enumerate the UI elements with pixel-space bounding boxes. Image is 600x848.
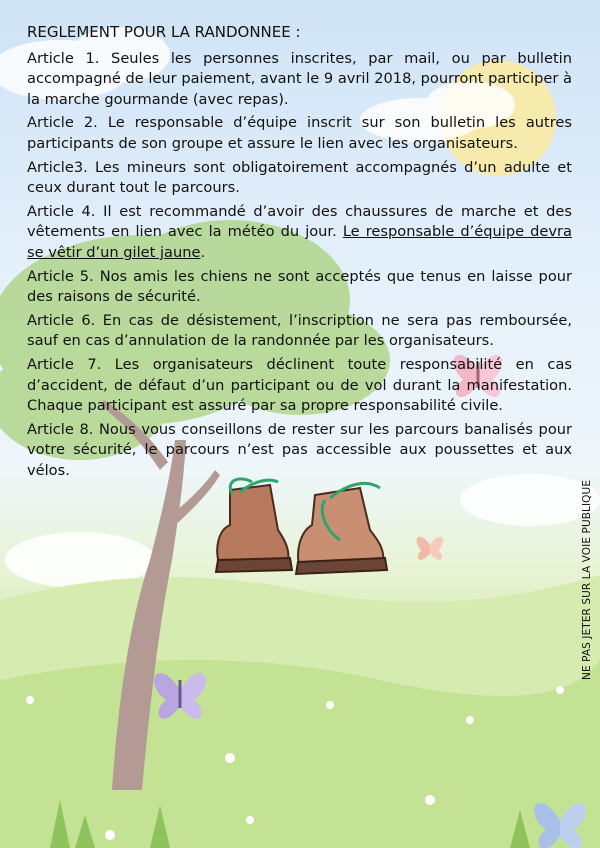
- article-5: Article 5. Nos amis les chiens ne sont acceptés que tenus en laisse pour des raisons de sécurité.: [27, 267, 572, 306]
- article-4: [27, 202, 572, 264]
- article-4-end: .: [200, 243, 206, 261]
- boot-icon: [216, 479, 292, 572]
- article-4-underlined: Le responsable d’équipe devra se vêtir d’un gilet jaune: [27, 223, 572, 261]
- side-note: NE PAS JETER SUR LA VOIE PUBLIQUE: [581, 479, 593, 680]
- article-4-text: Article 4. Il est recommandé d’avoir des chaussures de marche et des vêtements en lien avec la météo du jour.: [27, 202, 572, 241]
- article-2: Article 2. Le responsable d’équipe inscrit sur son bulletin les autres participants de son groupe et assure le lien avec les organisateurs.: [27, 114, 572, 152]
- butterfly-icon: [417, 537, 444, 560]
- page-title: REGLEMENT POUR LA RANDONNEE :: [27, 23, 301, 41]
- article-1: Article 1. Seules les personnes inscrites, par mail, ou par bulletin accompagné de leur paiement, avant le 9 avril 2018, pourront participer à la marche gourmande (avec repas).: [27, 49, 572, 108]
- hiking-boots-illustration: [200, 470, 390, 580]
- boot-icon: [296, 483, 387, 574]
- rules-document: [27, 22, 572, 484]
- article-7: Article 7. Les organisateurs déclinent toute responsabilité en cas d’accident, de défaut d’un participant ou de vol durant la manifestation. Chaque participant est assuré par sa propre responsabilité civile.: [27, 355, 572, 415]
- article-6: Article 6. En cas de désistement, l’inscription ne sera pas remboursée, sauf en cas d’annulation de la randonnée par les organisateurs.: [27, 311, 572, 350]
- article-8: Article 8. Nous vous conseillons de rester sur les parcours banalisés pour votre sécurité, le parcours n’est pas accessible aux poussettes et aux vélos.: [27, 420, 572, 479]
- article-3: Article3. Les mineurs sont obligatoirement accompagnés d’un adulte et ceux durant tout le parcours.: [27, 158, 572, 197]
